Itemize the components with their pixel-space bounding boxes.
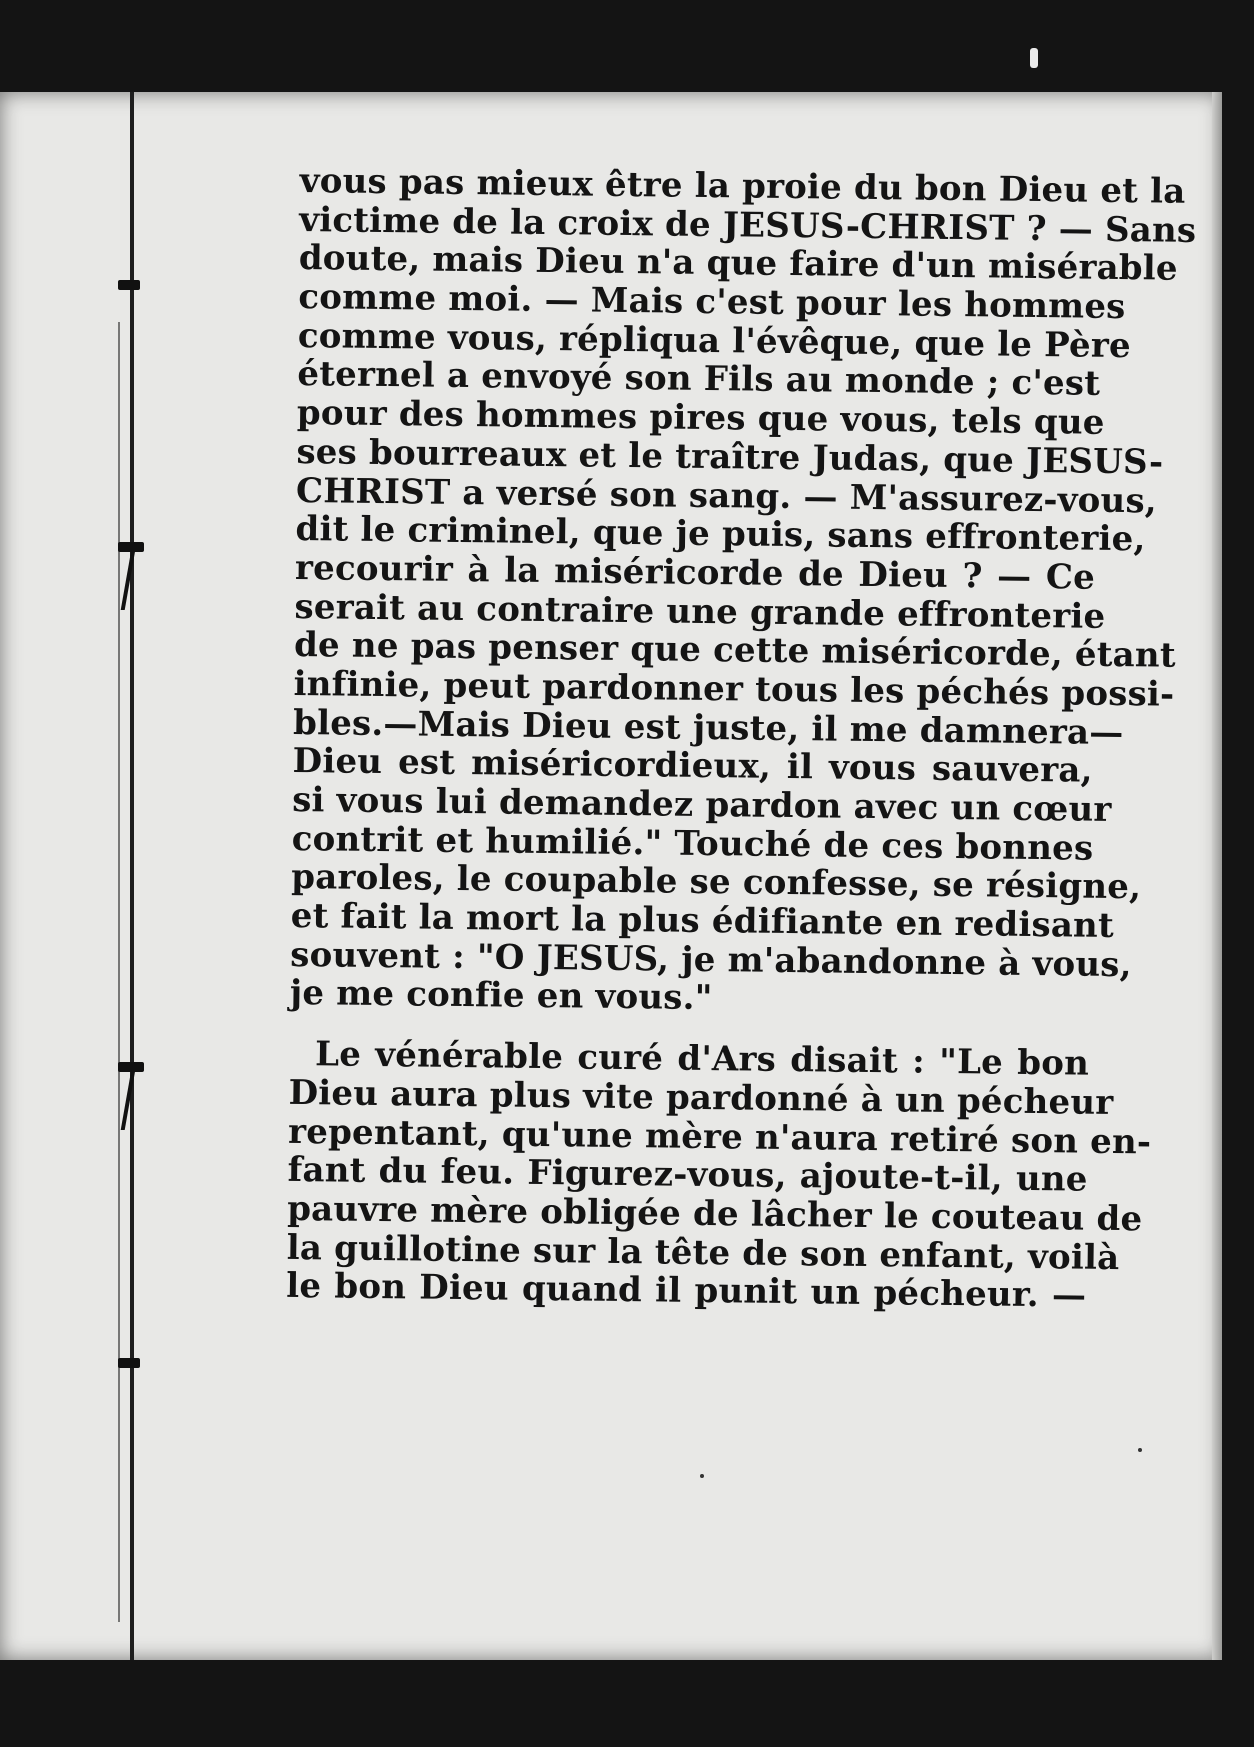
text-line: la guillotine sur la tête de son enfant, voilà — [286, 1227, 1120, 1278]
text-line: recourir à la miséricorde de Dieu ? — Ce — [294, 547, 1096, 598]
scanned-page — [0, 92, 1222, 1660]
text-line: si vous lui demandez pardon avec un cœur — [291, 779, 1112, 830]
text-line: souvent : "O JESUS, je m'abandonne à vous, — [290, 934, 1132, 985]
text-line: bles.—Mais Dieu est juste, il me damnera— — [292, 702, 1124, 753]
text-line: fant du feu. Figurez-vous, ajoute-t-il, une — [287, 1150, 1088, 1200]
text-line: éternel a envoyé son Fils au monde ; c'est — [297, 354, 1101, 405]
paragraph — [289, 161, 1197, 1023]
text-line: pauvre mère obligée de lâcher le couteau de — [286, 1188, 1143, 1240]
text-line: Dieu aura plus vite pardonné à un pécheur — [288, 1072, 1114, 1123]
text-line: comme moi. — Mais c'est pour les hommes — [298, 277, 1126, 328]
text-line: et fait la mort la plus édifiante en redisant — [290, 896, 1115, 947]
text-line: contrit et humilié." Touché de ces bonnes — [291, 818, 1094, 869]
text-line: comme vous, répliqua l'évêque, que le Père — [297, 315, 1132, 366]
scan-speck — [1030, 48, 1038, 68]
text-line: pour des hommes pires que vous, tels que — [296, 393, 1105, 443]
text-line: infinie, peut pardonner tous les péchés possi- — [293, 663, 1175, 715]
text-line: Dieu est miséricordieux, il vous sauvera, — [292, 741, 1093, 792]
page-text — [283, 161, 1197, 1552]
book-gutter-line — [130, 92, 134, 1660]
text-line: le bon Dieu quand il punit un pécheur. — — [286, 1266, 1087, 1316]
text-line: dit le criminel, que je puis, sans effronterie, — [295, 509, 1146, 560]
text-line: serait au contraire une grande effronterie — [294, 586, 1106, 637]
text-line: ses bourreaux et le traître Judas, que JESUS- — [296, 431, 1164, 483]
text-line: vous pas mieux être la proie du bon Dieu et la — [299, 161, 1186, 212]
text-line: victime de la croix de JESUS-CHRIST ? — Sans — [299, 199, 1197, 251]
binding-stitch-mark — [118, 1358, 140, 1368]
text-line: de ne pas penser que cette miséricorde, étant — [293, 625, 1176, 676]
text-line: paroles, le coupable se confesse, se résigne, — [291, 857, 1142, 908]
paragraph — [286, 1034, 1152, 1316]
text-line: repentant, qu'une mère n'aura retiré son en- — [287, 1111, 1152, 1162]
page-edge — [1212, 92, 1222, 1660]
binding-stitch-mark — [118, 280, 140, 290]
book-gutter-shadow — [118, 322, 120, 1622]
text-line: CHRIST a versé son sang. — M'assurez-vous, — [295, 470, 1158, 521]
text-line: Le vénérable curé d'Ars disait : "Le bon — [314, 1034, 1090, 1084]
text-line: doute, mais Dieu n'a que faire d'un misérable — [298, 238, 1178, 290]
scan-speck — [1138, 1448, 1142, 1452]
text-line: je me confie en vous." — [289, 973, 713, 1019]
